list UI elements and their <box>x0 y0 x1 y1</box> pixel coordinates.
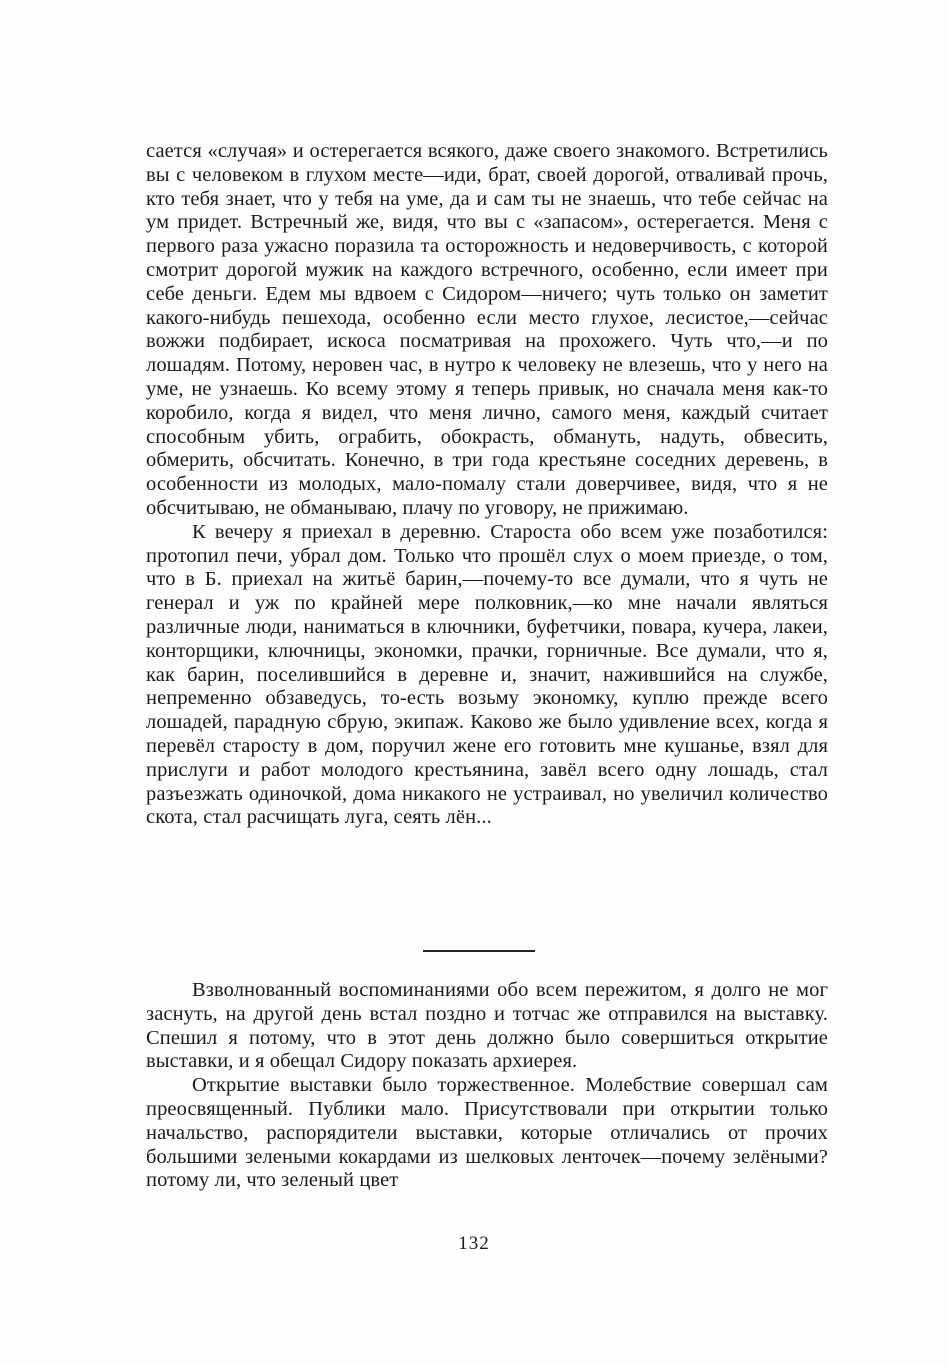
page-number: 132 <box>458 1233 490 1254</box>
top-text-section <box>146 140 828 830</box>
bottom-text-section <box>146 979 828 1193</box>
paragraph-arrival: К вечеру я приехал в деревню. Староста обо всем уже позаботился: протопил печи, убрал дом. Только что прошёл слух о моем приезде, о том, что в Б. приехал на житьё барин,—почему-то все думали, что я чуть не генерал и уж по крайней мере полковник,—ко мне начали являться различные люди, наниматься в ключники, буфетчики, повара, кучера, лакеи, конторщики, ключницы, экономки, прачки, горничные. Все думали, что я, как барин, поселившийся в деревне и, значит, нажившийся на службе, непременно обзаведусь, то-есть возьму экономку, куплю прежде всего лошадей, парадную сбрую, экипаж. Каково же было удивление всех, когда я перевёл старосту в дом, поручил жене его готовить мне кушанье, взял для прислуги и работ молодого крестьянина, завёл всего одну лошадь, стал разъезжать одиночкой, дома никакого не устраивал, но увеличил количество скота, стал расчищать луга, сеять лён... <box>146 520 828 829</box>
paragraph-continuation: сается «случая» и остерегается всякого, даже своего знакомого. Встретились вы с человеком в глухом месте—иди, брат, своей дорогой, отваливай прочь, кто тебя знает, что у тебя на уме, да и сам ты не знаешь, что тебе сейчас на ум придет. Встречный же, видя, что вы с «запасом», остерегается. Меня с первого раза ужасно поразила та осторожность и недоверчивость, с которой смотрит дорогой мужик на каждого встречного, особенно, если имеет при себе деньги. Едем мы вдвоем с Сидором—ничего; чуть только он заметит какого-нибудь пешехода, особенно если место глухое, лесистое,—сейчас вожжи подбирает, искоса посматривая на прохожего. Чуть что,—и по лошадям. Потому, неровен час, в нутро к человеку не влезешь, что у него на уме, не узнаешь. Ко всему этому я теперь привык, но сначала меня как-то коробило, когда я видел, что меня лично, самого меня, каждый считает способным убить, ограбить, обокрасть, обмануть, надуть, обвесить, обмерить, обсчитать. Конечно, в три года крестьяне соседних деревень, в особенности из молодых, мало-помалу стали доверчивее, видя, что я не обсчитываю, не обманываю, плачу по уговору, не прижимаю. <box>146 140 828 519</box>
paragraph-exhibition-opening: Открытие выставки было торжественное. Молебствие совершал сам преосвященный. Публики мало. Присутствовали при открытии только начальство, распорядители выставки, которые отличались от прочих большими зелеными кокардами из шелковых ленточек—почему зелёными? потому ли, что зеленый цвет <box>146 1074 828 1192</box>
paragraph-exhibition-morning: Взволнованный воспоминаниями обо всем пережитом, я долго не мог заснуть, на другой день встал поздно и тотчас же отправился на выставку. Спешил я потому, что в этот день должно было совершиться открытие выставки, и я обещал Сидору показать архиерея. <box>146 979 828 1073</box>
section-divider <box>423 950 535 952</box>
